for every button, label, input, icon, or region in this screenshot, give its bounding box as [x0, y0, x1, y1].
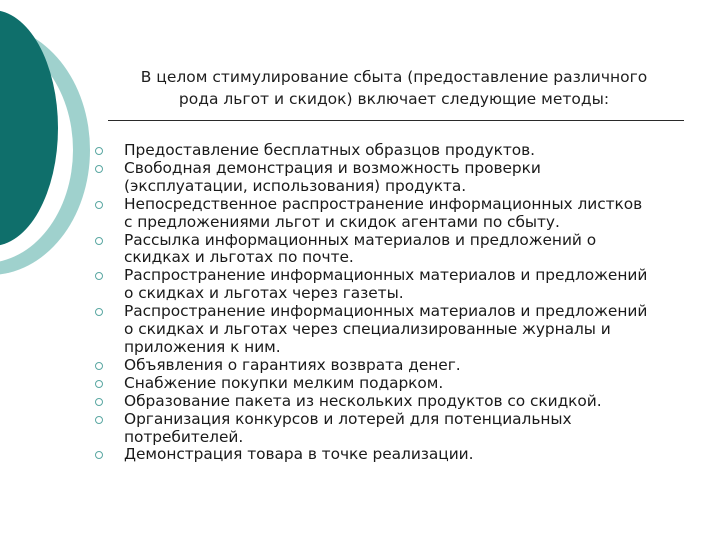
- list-item-text: Свободная демонстрация и возможность проверки: [124, 158, 541, 177]
- list-item: [92, 160, 702, 196]
- circle-bullet-icon: [95, 308, 103, 316]
- circle-bullet-icon: [95, 451, 103, 459]
- circle-bullet-icon: [95, 201, 103, 209]
- list-item: [92, 196, 702, 232]
- list-item-text: о скидках и льготах через газеты.: [124, 284, 404, 303]
- list-item-text: о скидках и льготах через специализированные журналы и: [124, 320, 611, 339]
- list-item: [92, 303, 702, 357]
- methods-list: [92, 142, 702, 464]
- list-item: [92, 375, 702, 393]
- list-item: [92, 411, 702, 447]
- list-item-text: скидках и льготах по почте.: [124, 248, 354, 267]
- list-item-text: Рассылка информационных материалов и предложений о: [124, 230, 597, 249]
- circle-bullet-icon: [95, 237, 103, 245]
- list-item: [92, 267, 702, 303]
- list-item-text: (эксплуатации, использования) продукта.: [124, 176, 467, 195]
- list-item: [92, 142, 702, 160]
- circle-bullet-icon: [95, 416, 103, 424]
- list-item-text: Демонстрация товара в точке реализации.: [124, 445, 474, 464]
- list-item-text: Организация конкурсов и лотерей для потенциальных: [124, 409, 572, 428]
- circle-bullet-icon: [95, 147, 103, 155]
- list-item-text: Распространение информационных материалов и предложений: [124, 266, 648, 285]
- circle-bullet-icon: [95, 272, 103, 280]
- circle-bullet-icon: [95, 165, 103, 173]
- title-line-1: В целом стимулирование сбыта (предоставление различного: [140, 68, 648, 86]
- list-item-text: Распространение информационных материалов и предложений: [124, 302, 648, 321]
- list-item: [92, 446, 702, 464]
- slide-title: [108, 66, 680, 110]
- list-item-text: потребителей.: [124, 427, 244, 446]
- list-item-text: с предложениями льгот и скидок агентами по сбыту.: [124, 212, 560, 231]
- circle-bullet-icon: [95, 362, 103, 370]
- list-item-text: Снабжение покупки мелким подарком.: [124, 373, 444, 392]
- circle-bullet-icon: [95, 398, 103, 406]
- circle-bullet-icon: [95, 380, 103, 388]
- title-line-2: рода льгот и скидок) включает следующие методы:: [178, 90, 610, 108]
- list-item-text: Объявления о гарантиях возврата денег.: [124, 355, 461, 374]
- list-item-text: Образование пакета из нескольких продуктов со скидкой.: [124, 391, 602, 410]
- list-item: [92, 357, 702, 375]
- list-item-text: Предоставление бесплатных образцов продуктов.: [124, 141, 535, 159]
- list-item-text: Непосредственное распространение информационных листков: [124, 194, 643, 213]
- list-item: [92, 232, 702, 268]
- title-divider: [108, 120, 684, 121]
- list-item: [92, 393, 702, 411]
- list-item-text: приложения к ним.: [124, 337, 281, 356]
